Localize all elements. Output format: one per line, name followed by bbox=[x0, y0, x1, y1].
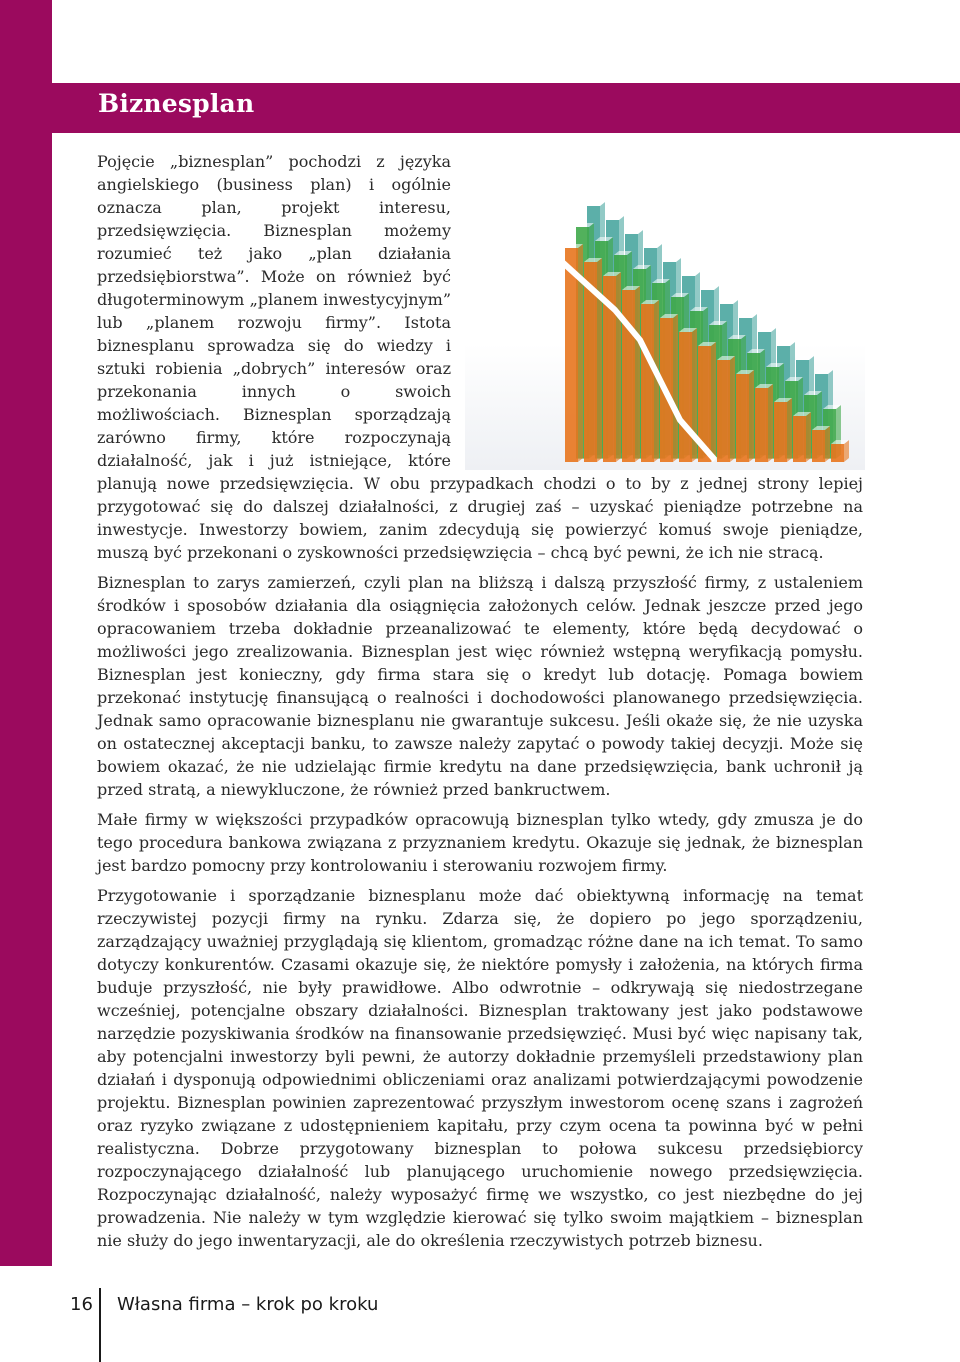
page-number: 16 bbox=[70, 1294, 93, 1315]
illustration-bar bbox=[755, 384, 773, 462]
paragraph-2: Biznesplan to zarys zamierzeń, czyli plan na bliższą i dalszą przyszłość firmy, z ustaleniem środków i sposobów działania dla osiągnięcia założonych celów. Jednak jeszcze przed jego opracowaniem trzeba dokładnie przeanalizować te elementy, które będą decydować o możliwości jego zrealizowania. Biznesplan jest więc również wstępną weryfikacją pomysłu. Biznesplan jest konieczny, gdy firma stara się o kredyt lub dotację. Pomaga bowiem przekonać instytucję finansującą o realności i dochodowości planowanego przedsięwzięcia. Jednak samo opracowanie biznesplanu nie gwarantuje sukcesu. Jeśli okaże się, że nie uzyska on ostatecznej akceptacji banku, to zawsze należy zapytać o powody takiej decyzji. Może się bowiem okazać, że nie udzielając firmie kredytu na dane przedsięwzięcia, bank uchronił ją przed stratą, a niewykluczone, że również przed bankructwem. bbox=[97, 573, 863, 799]
illustration-svg bbox=[465, 190, 865, 470]
title-banner bbox=[52, 83, 960, 133]
illustration-bar bbox=[622, 286, 640, 462]
paragraph-1: Pojęcie „biznesplan” pochodzi z języka angielskiego (business plan) i ogólnie oznacza plan, projekt interesu, przedsięwzięcia. Biznesplan możemy rozumieć też jako „plan działania przedsiębiorstwa”. Może on również być długoterminowym „planem inwestycyjnym” lub „planem rozwoju firmy”. Istota biznesplanu sprowadza się do wiedzy i sztuki robienia „dobrych” interesów oraz przekonania innych o swoich możliwościach. Biznesplan sporządzają zarówno firmy, które rozpoczynają działalność, jak i już istniejące, które planują nowe przedsięwzięcia. W obu przypadkach chodzi o to by z jednej strony lepiej przygotować się do dalszej działalności, z drugiej zaś – uzyskać pieniądze potrzebne na inwestycje. Inwestorzy bowiem, zanim zdecydują się powierzyć komuś swoje pieniądze, muszą być przekonani o zyskowności przedsięwzięcia – chcą być pewni, że ich nie stracą. bbox=[97, 152, 863, 562]
illustration-bar bbox=[641, 300, 659, 462]
illustration-bar bbox=[679, 328, 697, 462]
bar-graphic-illustration bbox=[465, 190, 865, 470]
footer-divider bbox=[99, 1288, 101, 1362]
illustration-bar bbox=[831, 440, 849, 462]
paragraph-3: Małe firmy w większości przypadków opracowują biznesplan tylko wtedy, gdy zmusza je do tego procedura bankowa związana z przyznaniem kredytu. Okazuje się jednak, że biznesplan jest bardzo pomocny przy kontrolowaniu i sterowaniu rozwojem firmy. bbox=[97, 810, 863, 875]
illustration-bar bbox=[736, 370, 754, 462]
left-accent-band bbox=[0, 0, 52, 1266]
illustration-bar bbox=[774, 398, 792, 462]
page-title: Biznesplan bbox=[98, 89, 255, 118]
paragraph-4: Przygotowanie i sporządzanie biznesplanu może dać obiektywną informację na temat rzeczywistej pozycji firmy na rynku. Zdarza się, że dopiero po jego sporządzeniu, zarządzający uważniej przyglądają się klientom, gromadząc różne dane na ich temat. To samo dotyczy konkurentów. Czasami okazuje się, że niektóre pomysły i założenia, na których firma buduje przyszłość, nie były prawidłowe. Albo odwrotnie – odkrywają się niedostrzegane wcześniej, potencjalne obszary działalności. Biznesplan traktowany jest jako podstawowe narzędzie pozyskiwania środków na finansowanie przedsięwzięć. Musi być więc napisany tak, aby potencjalni inwestorzy byli pewni, że autorzy dokładnie przemyśleli przedstawiony plan działań i dysponują odpowiednimi obliczeniami oraz analizami potwierdzającymi powodzenie projektu. Biznesplan powinien zaprezentować przyszłym inwestorom ocenę szans i zagrożeń oraz ryzyko związane z udostępnieniem kapitału, przy czym ocena ta powinna być w pełni realistyczna. Dobrze przygotowany biznesplan to połowa sukcesu przedsiębiorcy rozpoczynającego działalność lub planującego uruchomienie nowego przedsięwzięcia. Rozpoczynając działalność, należy wyposażyć firmę we wszystko, co jest niezbędne do jej prowadzenia. Nie należy w tym względzie kierować się tylko swoim majątkiem – biznesplan nie służy do jego inwentaryzacji, ale do określenia rzeczywistych potrzeb biznesu. bbox=[97, 886, 863, 1250]
footer-publication-title: Własna firma – krok po kroku bbox=[117, 1294, 379, 1315]
illustration-bar bbox=[717, 356, 735, 462]
article-body bbox=[97, 150, 863, 1259]
illustration-bar bbox=[812, 426, 830, 462]
illustration-bar bbox=[793, 412, 811, 462]
